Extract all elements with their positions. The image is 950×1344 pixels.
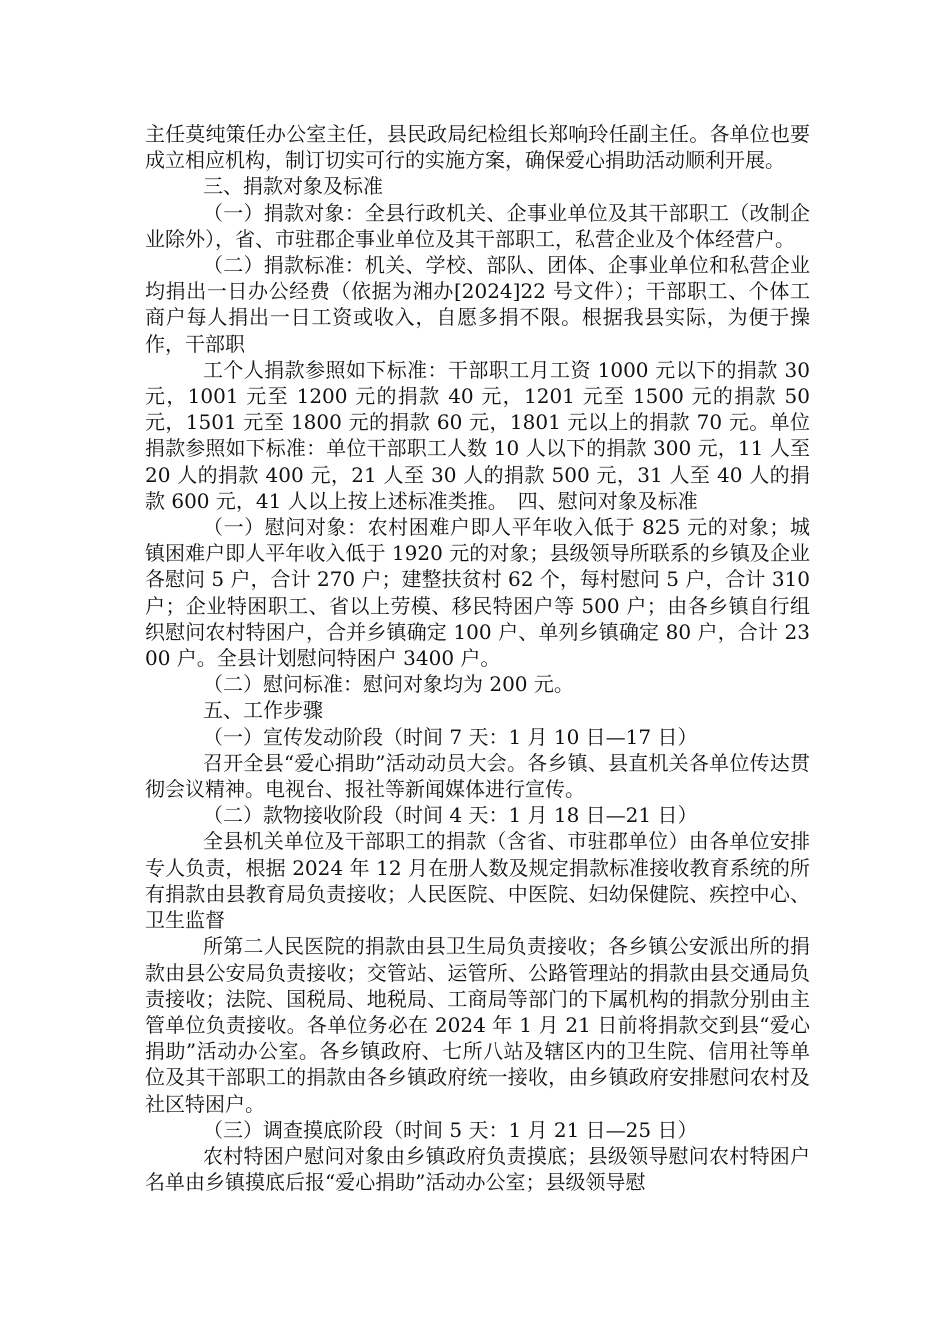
heading-publicity-stage: （一）宣传发动阶段（时间 7 天：1 月 10 日—17 日） <box>203 724 698 749</box>
paragraph-survey: 农村特困户慰问对象由乡镇政府负责摸底；县级领导慰问农村特困户名单由乡镇摸底后报“爱心捐助”活动办公室；县级领导慰 <box>145 1143 810 1195</box>
paragraph-donation-standards: （二）捐款标准：机关、学校、部队、团体、企事业单位和私营企业均捐出一日办公经费（依据为湘办[2024]22 号文件）；干部职工、个体工商户每人捐出一日工资或收入，自愿多捐不限。根据我县实际，为便于操作，干部职 <box>145 253 810 356</box>
document-page <box>145 121 810 1195</box>
paragraph-donation-targets: （一）捐款对象：全县行政机关、企事业单位及其干部职工（改制企业除外），省、市驻郡企事业单位及其干部职工，私营企业及个体经营户。 <box>145 200 810 251</box>
paragraph-personal-donation: 工个人捐款参照如下标准：干部职工月工资 1000 元以下的捐款 30 元，1001 元至 1200 元的捐款 40 元，1201 元至 1500 元的捐款 50 元，1501 元至 1800 元的捐款 60 元，1801 元以上的捐款 70 元。单位捐款参照如下标准：单位干部职工人数 10 人以下的捐款 300 元，11 人至 20 人的捐款 400 元，21 人至 30 人的捐款 500 元，31 人至 40 人的捐款 600 元，41 人以上按上述标准类推。 四、慰问对象及标准 <box>145 357 810 513</box>
paragraph-receiving: 全县机关单位及干部职工的捐款（含省、市驻郡单位）由各单位安排专人负责，根据 2024 年 12 月在册人数及规定捐款标准接收教育系统的所有捐款由县教育局负责接收；人民医院、中医院、妇幼保健院、疾控中心、卫生监督 <box>145 829 810 933</box>
paragraph-publicity: 召开全县“爱心捐助”活动动员大会。各乡镇、县直机关各单位传达贯彻会议精神。电视台、报社等新闻媒体进行宣传。 <box>145 750 810 802</box>
paragraph-office-members: 主任莫纯策任办公室主任，县民政局纪检组长郑响玲任副主任。各单位也要成立相应机构，制订切实可行的实施方案，确保爱心捐助活动顺利开展。 <box>145 122 810 173</box>
paragraph-condolence-targets: （一）慰问对象：农村困难户即人平年收入低于 825 元的对象；城镇困难户即人平年收入低于 1920 元的对象；县级领导所联系的乡镇及企业各慰问 5 户，合计 270 户；建整扶贫村 62 个，每村慰问 5 户，合计 310 户；企业特困职工、省以上劳模、移民特困户等 500 户；由各乡镇自行组织慰问农村特困户，合并乡镇确定 100 户、单列乡镇确定 80 户，合计 2300 户。全县计划慰问特困户 3400 户。 <box>145 515 810 671</box>
heading-receiving-stage: （二）款物接收阶段（时间 4 天：1 月 18 日—21 日） <box>203 803 698 828</box>
paragraph-condolence-standard: （二）慰问标准：慰问对象均为 200 元。 <box>203 672 574 697</box>
paragraph-receiving-continued: 所第二人民医院的捐款由县卫生局负责接收；各乡镇公安派出所的捐款由县公安局负责接收；交管站、运管所、公路管理站的捐款由县交通局负责接收；法院、国税局、地税局、工商局等部门的下属机构的捐款分别由主管单位负责接收。各单位务必在 2024 年 1 月 21 日前将捐款交到县“爱心捐助”活动办公室。各乡镇政府、七所八站及辖区内的卫生院、信用社等单位及其干部职工的捐款由各乡镇政府统一接收，由乡镇政府安排慰问农村及社区特困户。 <box>145 934 810 1116</box>
heading-work-steps: 五、工作步骤 <box>203 698 323 723</box>
heading-survey-stage: （三）调查摸底阶段（时间 5 天：1 月 21 日—25 日） <box>203 1117 698 1142</box>
heading-donation-targets: 三、捐款对象及标准 <box>203 174 383 199</box>
